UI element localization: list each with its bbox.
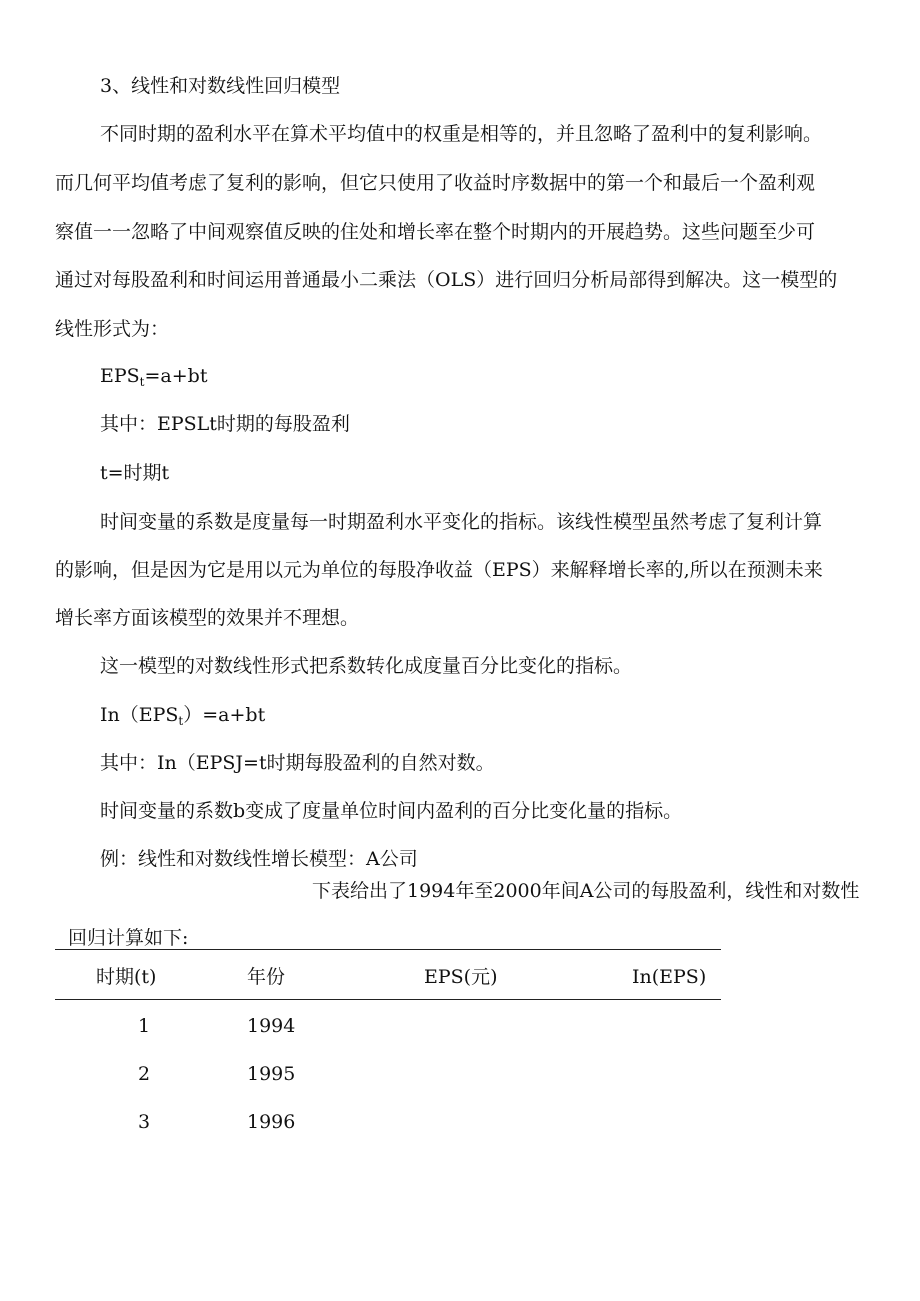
formula-2-post: ）=a+bt xyxy=(183,704,266,726)
paragraph-1-line-4: 通过对每股盈利和时间运用普通最小二乘法（OLS）进行回归分析局部得到解决。这一模型的 xyxy=(55,269,838,291)
paragraph-1-line-3: 察值一一忽略了中间观察值反映的住处和增长率在整个时期内的开展趋势。这些问题至少可 xyxy=(55,221,816,243)
table-row-3-period: 3 xyxy=(138,1111,151,1133)
where-1b: t=时期t xyxy=(100,462,170,484)
table-header-rule xyxy=(55,999,721,1000)
table-header-period: 时期(t) xyxy=(96,966,157,988)
table-row-2-year: 1995 xyxy=(247,1063,296,1085)
paragraph-3: 这一模型的对数线性形式把系数转化成度量百分比变化的指标。 xyxy=(100,655,633,677)
table-header-eps: EPS(元) xyxy=(424,966,498,988)
table-top-rule xyxy=(55,949,721,950)
table-row-3-year: 1996 xyxy=(247,1111,296,1133)
paragraph-2-line-2: 的影响，但是因为它是用以元为单位的每股净收益（EPS）来解释增长率的,所以在预测未来 xyxy=(55,559,823,581)
log-linear-formula xyxy=(100,703,265,727)
table-row-2-period: 2 xyxy=(138,1063,151,1085)
formula-2-pre: In（EPS xyxy=(100,704,179,726)
formula-2-sub: t xyxy=(178,714,184,728)
paragraph-4: 时间变量的系数b变成了度量单位时间内盈利的百分比变化量的指标。 xyxy=(100,800,683,822)
table-intro-line-1: 下表给出了1994年至2000年间A公司的每股盈利，线性和对数性 xyxy=(312,880,860,902)
table-row-1-period: 1 xyxy=(138,1015,151,1037)
table-row-1-year: 1994 xyxy=(247,1015,296,1037)
formula-1-pre: EPS xyxy=(100,365,140,387)
paragraph-1-line-5: 线性形式为： xyxy=(55,318,170,340)
where-1: 其中：EPSLt时期的每股盈利 xyxy=(100,413,350,435)
table-header-ln-eps: In(EPS) xyxy=(632,966,707,988)
table-header-year: 年份 xyxy=(247,966,286,988)
where-2: 其中：In（EPSJ=t时期每股盈利的自然对数。 xyxy=(100,752,495,774)
example-title: 例：线性和对数线性增长模型：A公司 xyxy=(100,848,418,870)
formula-1-post: =a+bt xyxy=(144,365,208,387)
paragraph-2-line-3: 增长率方面该模型的效果并不理想。 xyxy=(55,607,360,629)
formula-1-sub: t xyxy=(139,375,145,389)
section-heading: 3、线性和对数线性回归模型 xyxy=(100,75,341,97)
paragraph-2-line-1: 时间变量的系数是度量每一时期盈利水平变化的指标。该线性模型虽然考虑了复利计算 xyxy=(100,511,823,533)
table-intro-line-2: 回归计算如下: xyxy=(68,927,189,949)
paragraph-1-line-2: 而几何平均值考虑了复利的影响，但它只使用了收益时序数据中的第一个和最后一个盈利观 xyxy=(55,172,816,194)
paragraph-1-line-1: 不同时期的盈利水平在算术平均值中的权重是相等的，并且忽略了盈利中的复利影响。 xyxy=(100,123,823,145)
linear-formula xyxy=(100,364,207,388)
